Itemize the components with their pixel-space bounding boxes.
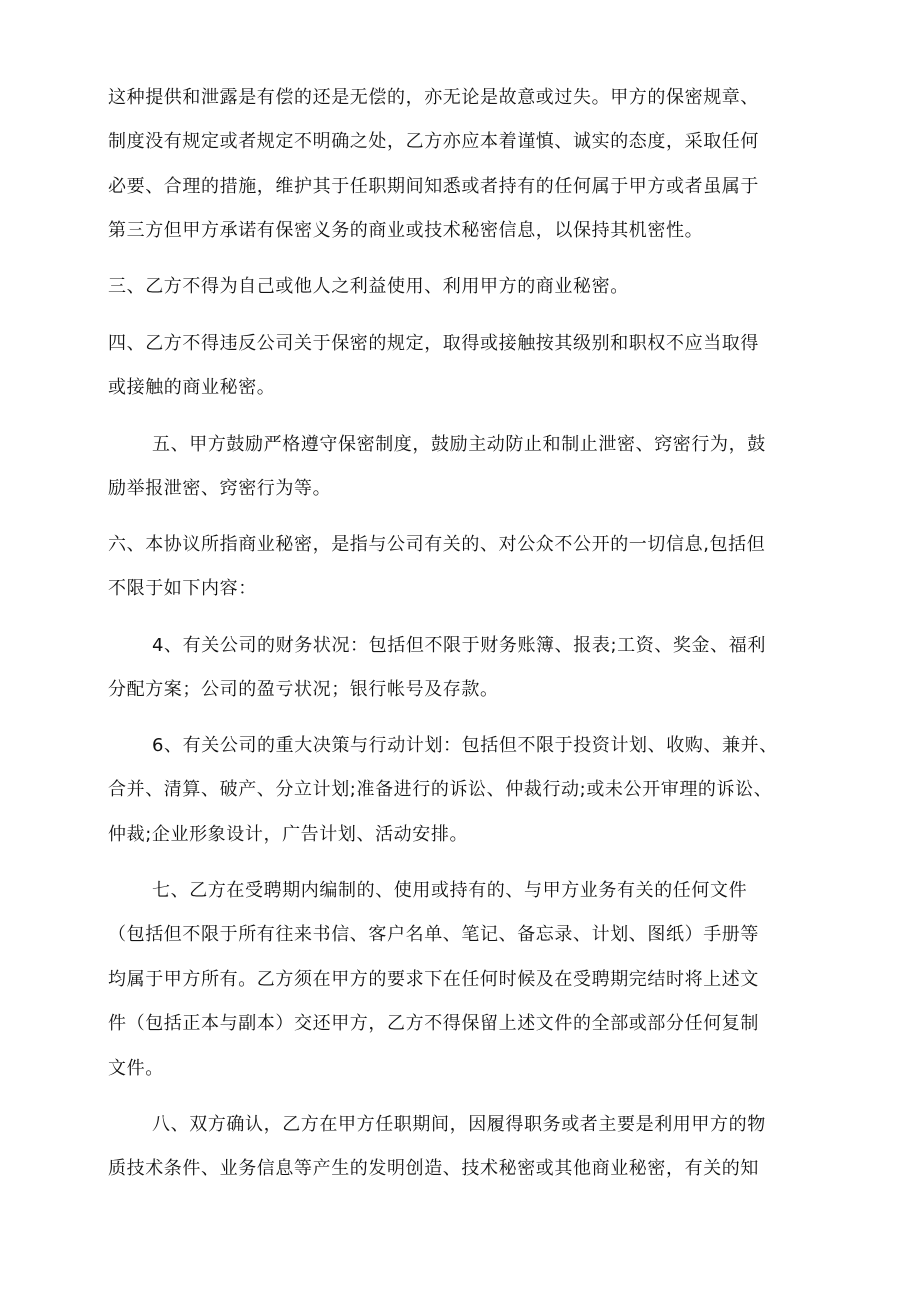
text-line: 文件。 <box>108 1058 164 1079</box>
text-line: 这种提供和泄露是有偿的还是无偿的，亦无论是故意或过失。甲方的保密规章、 <box>108 87 759 108</box>
text-line: 不限于如下内容： <box>108 578 257 599</box>
sub-item-6: 6、有关公司的重大决策与行动计划：包括但不限于投资计划、收购、兼并、 <box>152 735 778 756</box>
text-line: 必要、合理的措施，维护其于任职期间知悉或者持有的任何属于甲方或者虽属于 <box>108 176 759 197</box>
text-line: 均属于甲方所有。乙方须在甲方的要求下在任何时候及在受聘期完结时将上述文 <box>108 969 759 990</box>
text-line: 励举报泄密、窍密行为等。 <box>108 478 332 499</box>
text-line: 件（包括正本与副本）交还甲方，乙方不得保留上述文件的全部或部分任何复制 <box>108 1013 759 1034</box>
text-line: 质技术条件、业务信息等产生的发明创造、技术秘密或其他商业秘密，有关的知 <box>108 1158 759 1179</box>
clause-four: 四、乙方不得违反公司关于保密的规定，取得或接触按其级别和职权不应当取得 <box>108 333 759 354</box>
text-line: 制度没有规定或者规定不明确之处，乙方亦应本着谨慎、诚实的态度，采取任何 <box>108 131 759 152</box>
text-line: 第三方但甲方承诺有保密义务的商业或技术秘密信息，以保持其机密性。 <box>108 220 704 241</box>
clause-six: 六、本协议所指商业秘密，是指与公司有关的、对公众不公开的一切信息,包括但 <box>108 534 766 555</box>
clause-seven: 七、乙方在受聘期内编制的、使用或持有的、与甲方业务有关的任何文件 <box>152 880 748 901</box>
text-line: 分配方案；公司的盈亏状况；银行帐号及存款。 <box>108 679 499 700</box>
text-line: （包括但不限于所有往来书信、客户名单、笔记、备忘录、计划、图纸）手册等 <box>108 924 759 945</box>
text-line: 仲裁;企业形象设计，广告计划、活动安排。 <box>108 824 469 845</box>
clause-five: 五、甲方鼓励严格遵守保密制度，鼓励主动防止和制止泄密、窍密行为，鼓 <box>152 434 766 455</box>
sub-item-4: 4、有关公司的财务状况：包括但不限于财务账簿、报表;工资、奖金、福利 <box>152 635 766 656</box>
text-line: 或接触的商业秘密。 <box>108 377 276 398</box>
text-line: 合并、清算、破产、分立计划;准备进行的诉讼、仲裁行动;或未公开审理的诉讼、 <box>108 779 773 800</box>
clause-three: 三、乙方不得为自己或他人之利益使用、利用甲方的商业秘密。 <box>108 276 629 297</box>
clause-eight: 八、双方确认，乙方在甲方任职期间，因履得职务或者主要是利用甲方的物 <box>152 1114 766 1135</box>
